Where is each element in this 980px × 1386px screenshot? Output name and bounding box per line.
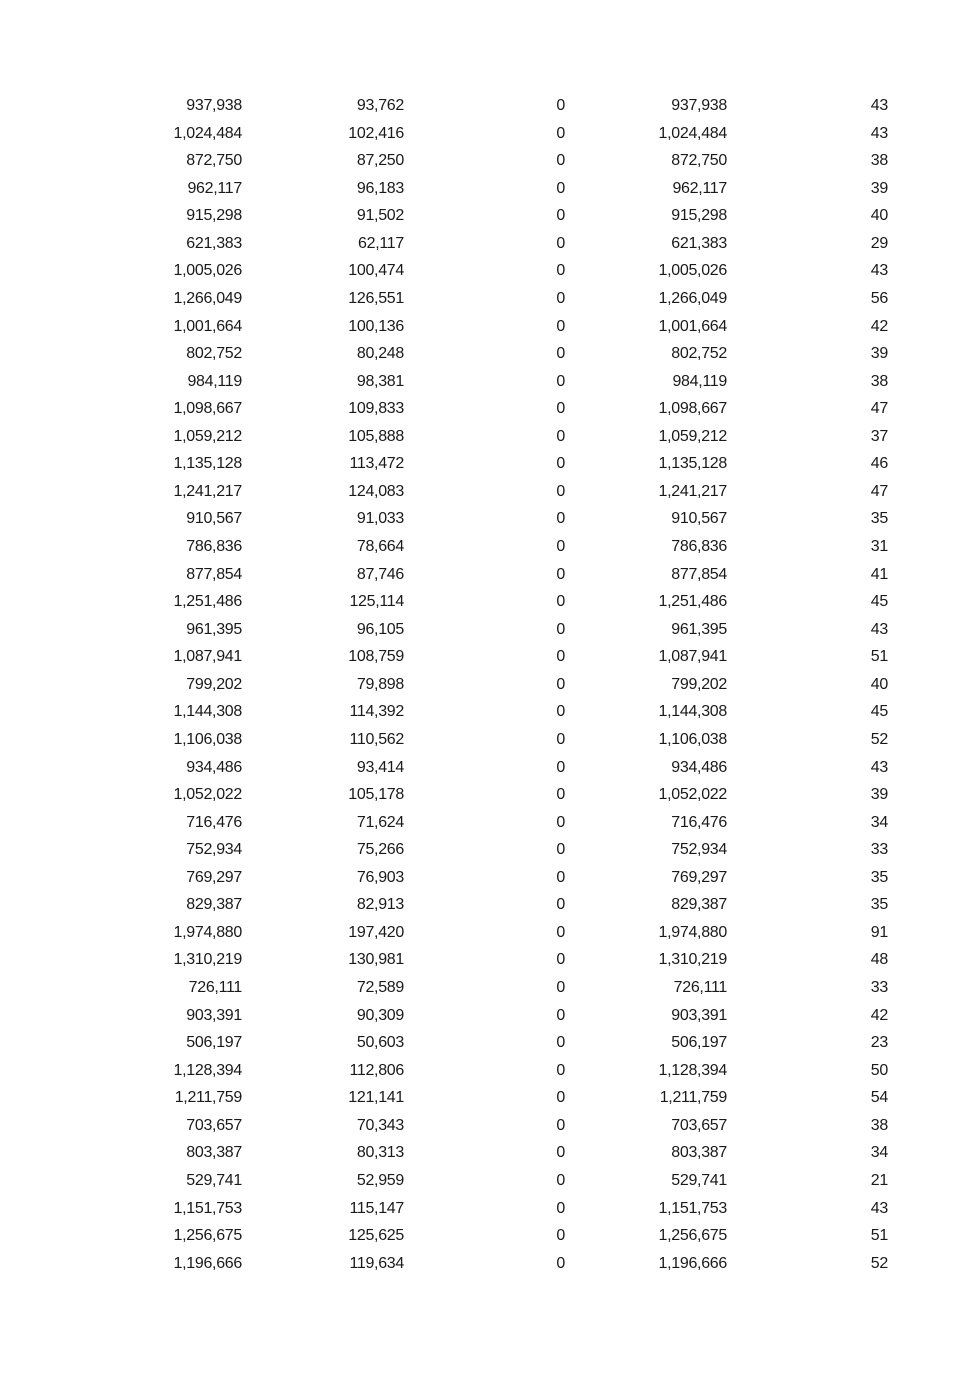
col-1-value: 1,151,753 xyxy=(173,1199,242,1217)
col-3-value: 0 xyxy=(556,1006,565,1024)
table-row xyxy=(0,505,980,533)
col-4-value: 1,256,675 xyxy=(658,1227,727,1245)
col-2-value: 52,959 xyxy=(356,1171,404,1189)
col-4-value: 934,486 xyxy=(671,758,727,776)
table-row xyxy=(0,974,980,1002)
col-3-value: 0 xyxy=(556,593,565,611)
data-table xyxy=(0,92,980,1277)
col-4-value: 915,298 xyxy=(671,207,727,225)
table-row xyxy=(0,1084,980,1112)
col-4-value: 716,476 xyxy=(671,813,727,831)
table-row xyxy=(0,1112,980,1140)
col-1-value: 752,934 xyxy=(186,841,242,859)
col-1-value: 769,297 xyxy=(186,868,242,886)
col-3-value: 0 xyxy=(556,234,565,252)
col-3-value: 0 xyxy=(556,179,565,197)
col-4-value: 1,128,394 xyxy=(658,1061,727,1079)
col-4-value: 903,391 xyxy=(671,1006,727,1024)
col-4-value: 877,854 xyxy=(671,565,727,583)
col-4-value: 703,657 xyxy=(671,1116,727,1134)
col-2-value: 79,898 xyxy=(356,675,404,693)
col-5-value: 40 xyxy=(870,675,888,693)
col-3-value: 0 xyxy=(556,896,565,914)
table-row xyxy=(0,230,980,258)
col-3-value: 0 xyxy=(556,372,565,390)
col-4-value: 1,266,049 xyxy=(658,289,727,307)
table-row xyxy=(0,836,980,864)
col-2-value: 80,248 xyxy=(356,345,404,363)
col-3-value: 0 xyxy=(556,703,565,721)
col-4-value: 1,052,022 xyxy=(658,786,727,804)
col-1-value: 799,202 xyxy=(186,675,242,693)
col-2-value: 72,589 xyxy=(356,979,404,996)
table-row xyxy=(0,946,980,974)
col-1-value: 529,741 xyxy=(186,1171,242,1189)
col-5-value: 51 xyxy=(870,648,888,666)
table-row xyxy=(0,781,980,809)
col-5-value: 34 xyxy=(870,1144,888,1162)
table-row xyxy=(0,478,980,506)
col-2-value: 87,746 xyxy=(356,565,404,583)
col-5-value: 39 xyxy=(870,345,888,363)
col-2-value: 98,381 xyxy=(356,372,404,390)
col-5-value: 51 xyxy=(870,1227,888,1245)
col-2-value: 109,833 xyxy=(348,400,404,418)
col-2-value: 91,502 xyxy=(356,207,404,225)
col-4-value: 872,750 xyxy=(671,152,727,170)
col-3-value: 0 xyxy=(556,207,565,225)
col-5-value: 35 xyxy=(870,896,888,914)
col-4-value: 961,395 xyxy=(671,620,727,638)
col-2-value: 93,762 xyxy=(356,97,404,114)
table-row xyxy=(0,1002,980,1030)
col-5-value: 54 xyxy=(870,1089,888,1107)
col-1-value: 1,266,049 xyxy=(173,289,242,307)
col-3-value: 0 xyxy=(556,152,565,170)
col-1-value: 1,087,941 xyxy=(173,648,242,666)
col-1-value: 1,059,212 xyxy=(173,427,242,445)
col-3-value: 0 xyxy=(556,510,565,528)
col-4-value: 1,310,219 xyxy=(658,951,727,969)
col-4-value: 786,836 xyxy=(671,538,727,555)
table-row xyxy=(0,643,980,671)
col-3-value: 0 xyxy=(556,455,565,473)
col-4-value: 802,752 xyxy=(671,345,727,363)
col-3-value: 0 xyxy=(556,1034,565,1052)
col-1-value: 937,938 xyxy=(186,97,242,114)
col-4-value: 506,197 xyxy=(671,1034,727,1052)
col-2-value: 100,474 xyxy=(348,262,404,280)
col-2-value: 121,141 xyxy=(348,1089,404,1107)
col-2-value: 102,416 xyxy=(348,124,404,142)
col-3-value: 0 xyxy=(556,289,565,307)
col-5-value: 38 xyxy=(870,152,888,170)
col-4-value: 1,059,212 xyxy=(658,427,727,445)
col-3-value: 0 xyxy=(556,1254,565,1272)
col-4-value: 621,383 xyxy=(671,234,727,252)
col-3-value: 0 xyxy=(556,841,565,859)
table-row xyxy=(0,1057,980,1085)
col-5-value: 46 xyxy=(870,455,888,473)
col-5-value: 40 xyxy=(870,207,888,225)
col-2-value: 197,420 xyxy=(348,923,404,941)
col-2-value: 70,343 xyxy=(356,1116,404,1134)
col-1-value: 1,310,219 xyxy=(173,951,242,969)
col-5-value: 31 xyxy=(870,538,888,555)
col-4-value: 803,387 xyxy=(671,1144,727,1162)
col-2-value: 90,309 xyxy=(356,1006,404,1024)
col-1-value: 934,486 xyxy=(186,758,242,776)
col-2-value: 80,313 xyxy=(356,1144,404,1162)
col-1-value: 621,383 xyxy=(186,234,242,252)
table-row xyxy=(0,175,980,203)
col-5-value: 52 xyxy=(870,730,888,748)
col-1-value: 1,211,759 xyxy=(174,1089,242,1107)
col-1-value: 703,657 xyxy=(186,1116,242,1134)
table-row xyxy=(0,919,980,947)
col-3-value: 0 xyxy=(556,565,565,583)
col-3-value: 0 xyxy=(556,675,565,693)
table-row xyxy=(0,1250,980,1278)
col-2-value: 125,625 xyxy=(348,1227,404,1245)
col-2-value: 50,603 xyxy=(356,1034,404,1052)
col-1-value: 716,476 xyxy=(186,813,242,831)
col-5-value: 39 xyxy=(870,179,888,197)
table-row xyxy=(0,147,980,175)
col-2-value: 87,250 xyxy=(356,152,404,170)
table-row xyxy=(0,726,980,754)
col-2-value: 126,551 xyxy=(348,289,404,307)
col-2-value: 105,178 xyxy=(348,786,404,804)
col-5-value: 43 xyxy=(870,124,888,142)
col-5-value: 42 xyxy=(870,317,888,335)
table-row xyxy=(0,395,980,423)
col-5-value: 43 xyxy=(870,97,888,114)
col-5-value: 38 xyxy=(870,1116,888,1134)
col-4-value: 1,144,308 xyxy=(658,703,727,721)
col-3-value: 0 xyxy=(556,1116,565,1134)
col-4-value: 1,087,941 xyxy=(658,648,727,666)
col-2-value: 78,664 xyxy=(356,538,404,555)
table-row xyxy=(0,368,980,396)
col-3-value: 0 xyxy=(556,979,565,996)
col-5-value: 50 xyxy=(870,1061,888,1079)
table-row xyxy=(0,1222,980,1250)
col-1-value: 872,750 xyxy=(186,152,242,170)
col-4-value: 1,974,880 xyxy=(658,923,727,941)
table-row xyxy=(0,120,980,148)
col-3-value: 0 xyxy=(556,1061,565,1079)
col-2-value: 96,105 xyxy=(356,620,404,638)
col-4-value: 1,098,667 xyxy=(658,400,727,418)
col-5-value: 47 xyxy=(870,400,888,418)
col-3-value: 0 xyxy=(556,1171,565,1189)
col-3-value: 0 xyxy=(556,482,565,500)
col-3-value: 0 xyxy=(556,648,565,666)
col-4-value: 937,938 xyxy=(671,97,727,114)
col-3-value: 0 xyxy=(556,1227,565,1245)
col-4-value: 984,119 xyxy=(672,372,727,390)
col-1-value: 1,196,666 xyxy=(173,1254,242,1272)
table-row xyxy=(0,891,980,919)
col-5-value: 45 xyxy=(870,593,888,611)
table-row xyxy=(0,561,980,589)
col-2-value: 82,913 xyxy=(356,896,404,914)
col-4-value: 1,106,038 xyxy=(658,730,727,748)
col-3-value: 0 xyxy=(556,868,565,886)
col-5-value: 48 xyxy=(870,951,888,969)
col-1-value: 506,197 xyxy=(186,1034,242,1052)
col-4-value: 529,741 xyxy=(671,1171,727,1189)
table-row xyxy=(0,809,980,837)
col-5-value: 42 xyxy=(870,1006,888,1024)
col-1-value: 1,974,880 xyxy=(173,923,242,941)
col-1-value: 803,387 xyxy=(186,1144,242,1162)
col-3-value: 0 xyxy=(556,345,565,363)
col-2-value: 113,472 xyxy=(349,455,404,473)
col-5-value: 43 xyxy=(870,1199,888,1217)
col-4-value: 1,135,128 xyxy=(658,455,727,473)
col-4-value: 752,934 xyxy=(671,841,727,859)
col-1-value: 1,135,128 xyxy=(173,455,242,473)
col-3-value: 0 xyxy=(556,124,565,142)
col-1-value: 1,052,022 xyxy=(173,786,242,804)
table-row xyxy=(0,423,980,451)
col-1-value: 786,836 xyxy=(186,538,242,555)
col-2-value: 125,114 xyxy=(349,593,404,611)
col-1-value: 1,098,667 xyxy=(173,400,242,418)
col-1-value: 802,752 xyxy=(186,345,242,363)
col-2-value: 93,414 xyxy=(356,758,404,776)
col-1-value: 961,395 xyxy=(186,620,242,638)
col-4-value: 726,111 xyxy=(673,979,727,996)
col-4-value: 1,001,664 xyxy=(658,317,727,335)
col-2-value: 96,183 xyxy=(356,179,404,197)
table-row xyxy=(0,257,980,285)
col-2-value: 105,888 xyxy=(348,427,404,445)
col-1-value: 1,144,308 xyxy=(173,703,242,721)
col-1-value: 962,117 xyxy=(187,179,242,197)
col-5-value: 43 xyxy=(870,262,888,280)
table-row xyxy=(0,616,980,644)
table-row xyxy=(0,588,980,616)
col-3-value: 0 xyxy=(556,620,565,638)
table-row xyxy=(0,1029,980,1057)
col-4-value: 829,387 xyxy=(671,896,727,914)
col-3-value: 0 xyxy=(556,1199,565,1217)
col-2-value: 130,981 xyxy=(348,951,404,969)
col-1-value: 829,387 xyxy=(186,896,242,914)
col-1-value: 877,854 xyxy=(186,565,242,583)
col-4-value: 1,251,486 xyxy=(658,593,727,611)
table-row xyxy=(0,202,980,230)
col-2-value: 75,266 xyxy=(356,841,404,859)
col-4-value: 1,196,666 xyxy=(658,1254,727,1272)
col-4-value: 1,211,759 xyxy=(659,1089,727,1107)
col-4-value: 1,151,753 xyxy=(658,1199,727,1217)
col-2-value: 71,624 xyxy=(356,813,404,831)
col-2-value: 91,033 xyxy=(356,510,404,528)
col-4-value: 1,005,026 xyxy=(658,262,727,280)
col-3-value: 0 xyxy=(556,1144,565,1162)
col-1-value: 726,111 xyxy=(188,979,242,996)
col-5-value: 21 xyxy=(870,1171,888,1189)
col-5-value: 41 xyxy=(870,565,888,583)
table-row xyxy=(0,864,980,892)
table-row xyxy=(0,285,980,313)
col-4-value: 799,202 xyxy=(671,675,727,693)
table-row xyxy=(0,754,980,782)
col-2-value: 76,903 xyxy=(356,868,404,886)
col-3-value: 0 xyxy=(556,538,565,555)
col-1-value: 1,256,675 xyxy=(173,1227,242,1245)
col-5-value: 45 xyxy=(870,703,888,721)
col-2-value: 124,083 xyxy=(348,482,404,500)
table-row xyxy=(0,450,980,478)
col-5-value: 52 xyxy=(870,1254,888,1272)
col-5-value: 56 xyxy=(870,289,888,307)
col-1-value: 1,106,038 xyxy=(173,730,242,748)
col-1-value: 1,251,486 xyxy=(173,593,242,611)
col-5-value: 37 xyxy=(870,427,888,445)
col-2-value: 100,136 xyxy=(348,317,404,335)
col-5-value: 34 xyxy=(870,813,888,831)
col-1-value: 1,005,026 xyxy=(173,262,242,280)
col-5-value: 43 xyxy=(870,758,888,776)
table-row xyxy=(0,671,980,699)
col-5-value: 43 xyxy=(870,620,888,638)
col-5-value: 29 xyxy=(870,234,888,252)
col-3-value: 0 xyxy=(556,813,565,831)
col-5-value: 33 xyxy=(870,979,888,996)
table-row xyxy=(0,92,980,120)
col-3-value: 0 xyxy=(556,951,565,969)
col-1-value: 910,567 xyxy=(186,510,242,528)
col-2-value: 114,392 xyxy=(349,703,404,721)
col-3-value: 0 xyxy=(556,730,565,748)
col-1-value: 903,391 xyxy=(186,1006,242,1024)
col-3-value: 0 xyxy=(556,427,565,445)
col-4-value: 1,241,217 xyxy=(658,482,727,500)
col-3-value: 0 xyxy=(556,1089,565,1107)
col-2-value: 119,634 xyxy=(349,1254,404,1272)
col-5-value: 35 xyxy=(870,510,888,528)
col-1-value: 1,128,394 xyxy=(173,1061,242,1079)
col-1-value: 984,119 xyxy=(187,372,242,390)
table-row xyxy=(0,1167,980,1195)
col-2-value: 108,759 xyxy=(348,648,404,666)
col-5-value: 23 xyxy=(870,1034,888,1052)
col-5-value: 39 xyxy=(870,786,888,804)
col-1-value: 1,024,484 xyxy=(173,124,242,142)
col-3-value: 0 xyxy=(556,97,565,114)
col-4-value: 910,567 xyxy=(671,510,727,528)
col-5-value: 91 xyxy=(870,923,888,941)
table-row xyxy=(0,1195,980,1223)
col-5-value: 35 xyxy=(870,868,888,886)
table-row xyxy=(0,1139,980,1167)
col-3-value: 0 xyxy=(556,262,565,280)
col-3-value: 0 xyxy=(556,786,565,804)
table-row xyxy=(0,313,980,341)
col-4-value: 1,024,484 xyxy=(658,124,727,142)
col-1-value: 915,298 xyxy=(186,207,242,225)
table-row xyxy=(0,340,980,368)
col-3-value: 0 xyxy=(556,400,565,418)
table-row xyxy=(0,533,980,561)
col-1-value: 1,241,217 xyxy=(173,482,242,500)
col-2-value: 115,147 xyxy=(349,1199,404,1217)
col-5-value: 33 xyxy=(870,841,888,859)
col-4-value: 769,297 xyxy=(671,868,727,886)
col-3-value: 0 xyxy=(556,317,565,335)
col-2-value: 112,806 xyxy=(349,1061,404,1079)
col-5-value: 38 xyxy=(870,372,888,390)
col-4-value: 962,117 xyxy=(672,179,727,197)
col-1-value: 1,001,664 xyxy=(173,317,242,335)
col-3-value: 0 xyxy=(556,923,565,941)
table-row xyxy=(0,698,980,726)
col-2-value: 110,562 xyxy=(349,730,404,748)
col-5-value: 47 xyxy=(870,482,888,500)
col-2-value: 62,117 xyxy=(358,234,404,252)
col-3-value: 0 xyxy=(556,758,565,776)
